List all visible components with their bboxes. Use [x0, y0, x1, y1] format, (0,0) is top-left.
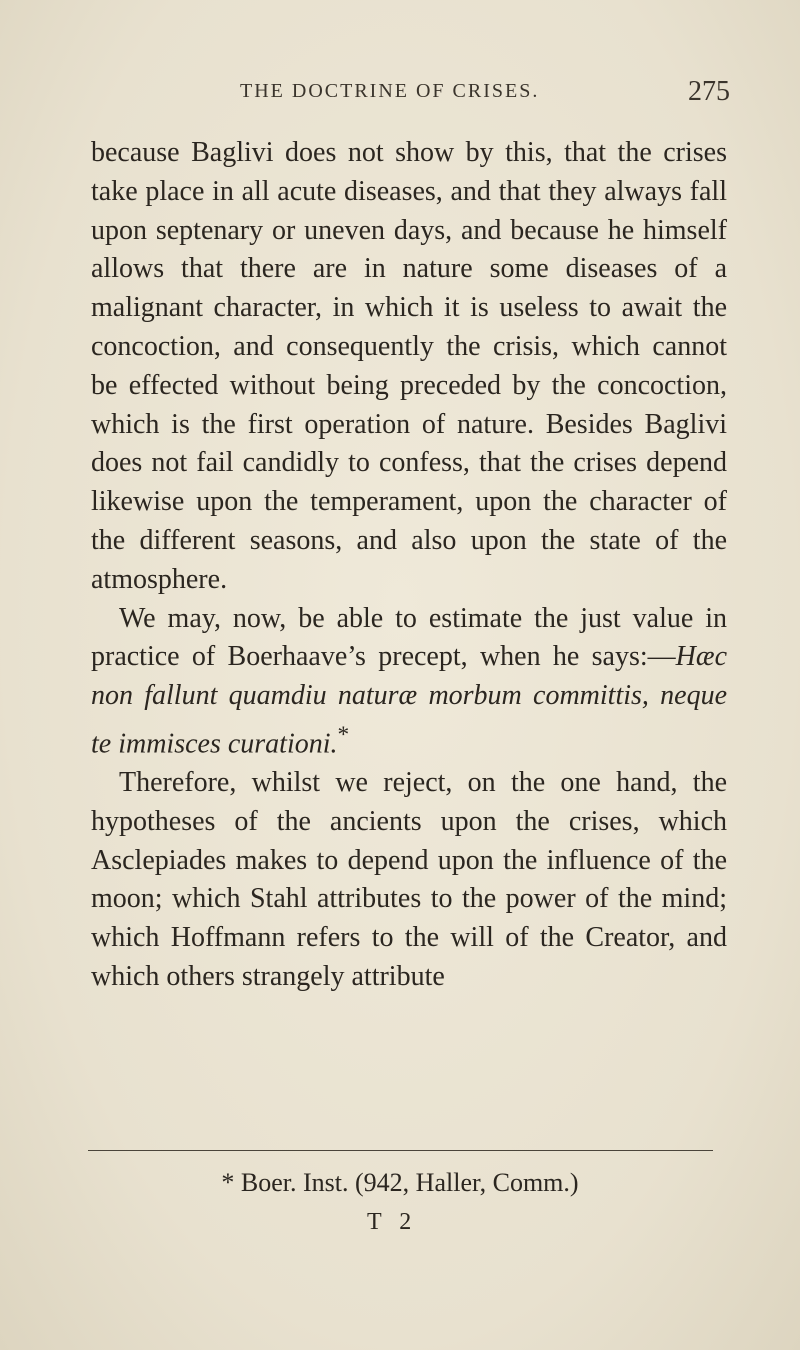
running-header	[90, 76, 730, 108]
footnote: * Boer. Inst. (942, Haller, Comm.)	[221, 1168, 579, 1197]
page-number: 275	[688, 76, 730, 107]
paragraph-1: because Baglivi does not show by this, that the crises take place in all acute diseases, and that they always fall upon septenary or uneven days, and because he himself allows that there are in nature some diseases of a malignant character, in which it is useless to await the concoction, and consequently the crisis, which cannot be effected without being preceded by the concoction, which is the first operation of nature. Besides Baglivi does not fail candidly to confess, that the crises depend likewise upon the temperament, upon the character of the different seasons, and also upon the state of the atmosphere.	[91, 137, 727, 595]
running-title: THE DOCTRINE OF CRISES.	[240, 80, 540, 102]
footnote-rule	[88, 1150, 713, 1151]
paragraph-2-lead: We may, now, be able to estimate the just value in practice of Boerhaave’s precept, when he says:—	[91, 602, 727, 673]
paragraph-3: Therefore, whilst we reject, on the one hand, the hypotheses of the ancients upon the crises, which Asclepiades makes to depend upon the influence of the moon; which Stahl attributes to the power of the mind; which Hoffmann refers to the will of the Creator, and which others strangely attribute	[91, 767, 727, 993]
signature-mark: T 2	[367, 1209, 418, 1235]
latin-quotation: Hæc non fallunt quamdiu naturæ morbum committis, neque te immisces curationi.	[91, 641, 727, 760]
paragraph-2	[91, 600, 727, 765]
body-text	[91, 134, 727, 997]
footnote-marker: *	[337, 721, 350, 748]
